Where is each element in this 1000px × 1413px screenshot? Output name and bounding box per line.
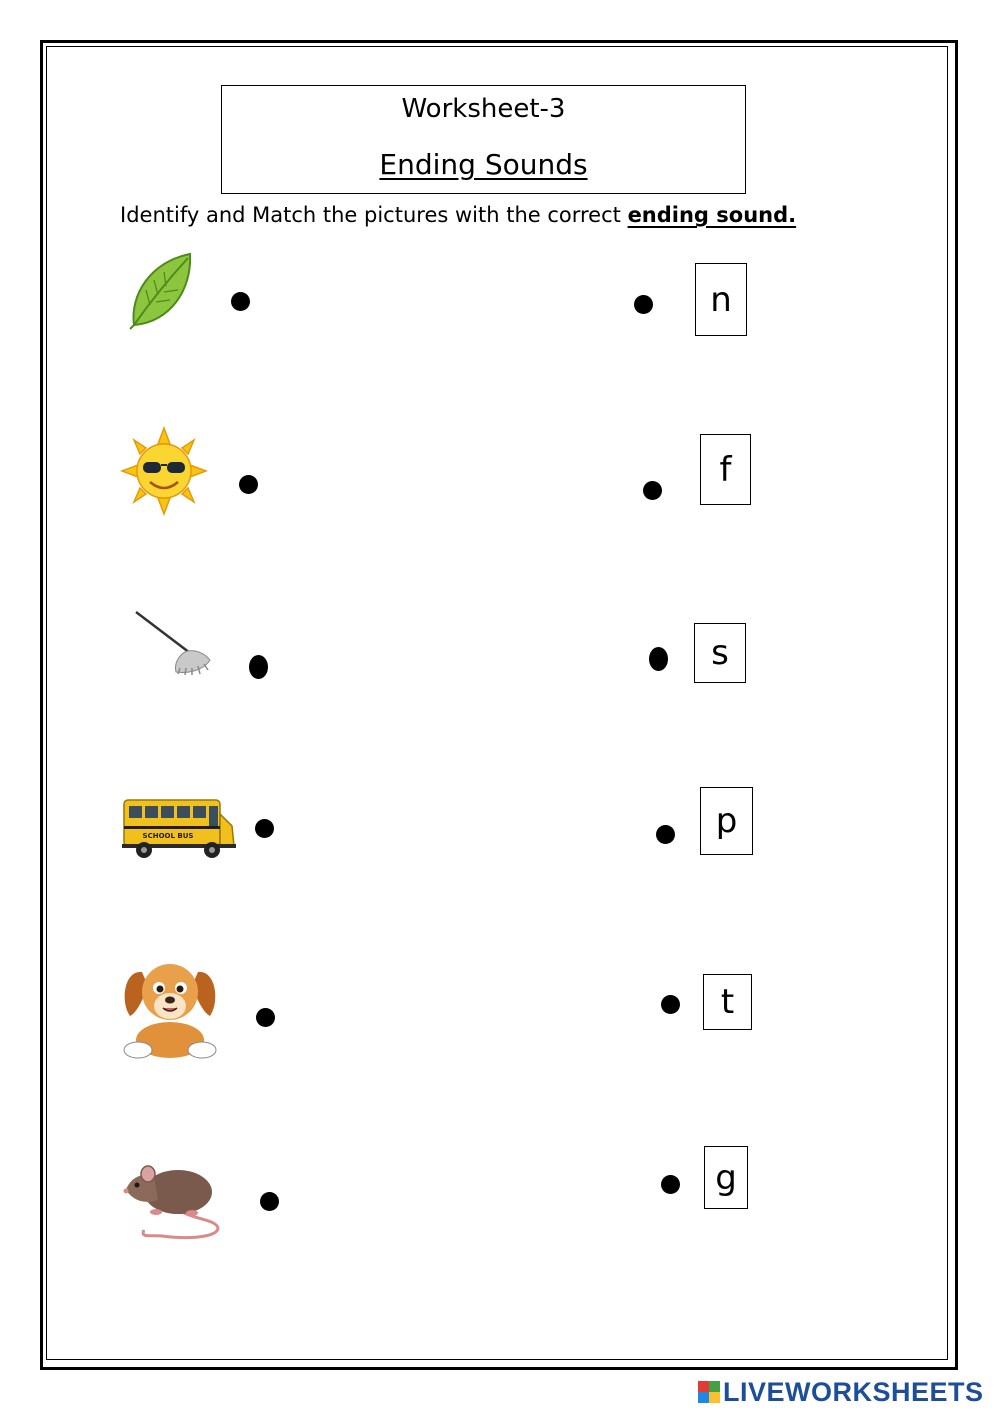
letter-box-2: f [700,434,751,505]
instruction-emphasis: ending sound. [627,203,797,227]
match-dot-right-6[interactable] [661,1175,680,1194]
letter-box-4: p [700,787,753,855]
instruction-prefix: Identify and Match the pictures with the correct [120,203,628,227]
match-dot-right-2[interactable] [643,481,662,500]
worksheet-title [222,148,745,181]
liveworksheets-brand: LIVEWORKSHEETS [723,1376,984,1407]
instruction-text [120,203,796,227]
rat-icon [122,1160,224,1242]
letter-box-3: s [694,623,746,683]
match-dot-right-5[interactable] [661,995,680,1014]
match-dot-right-1[interactable] [634,295,653,314]
match-dot-right-4[interactable] [656,825,675,844]
letter-box-5: t [703,974,752,1030]
match-dot-left-6[interactable] [260,1192,279,1211]
mop-icon [132,608,216,680]
school-bus-icon [120,794,238,860]
match-dot-left-4[interactable] [255,819,274,838]
leaf-icon [128,250,194,330]
letter-box-6: g [704,1146,748,1209]
liveworksheets-logo [698,1376,984,1408]
match-dot-left-5[interactable] [256,1008,275,1027]
match-dot-left-3[interactable] [249,655,268,679]
worksheet-title-text: Ending Sounds [379,148,588,181]
puppy-icon [118,952,222,1064]
match-dot-left-1[interactable] [231,292,250,311]
match-dot-left-2[interactable] [239,475,258,494]
liveworksheets-logo-icon [698,1381,720,1403]
title-box [221,85,746,194]
sun-icon [120,426,208,516]
bus-label: SCHOOL BUS [142,832,194,840]
worksheet-heading: Worksheet-3 [401,94,566,124]
letter-box-1: n [695,263,747,336]
match-dot-right-3[interactable] [649,647,668,671]
